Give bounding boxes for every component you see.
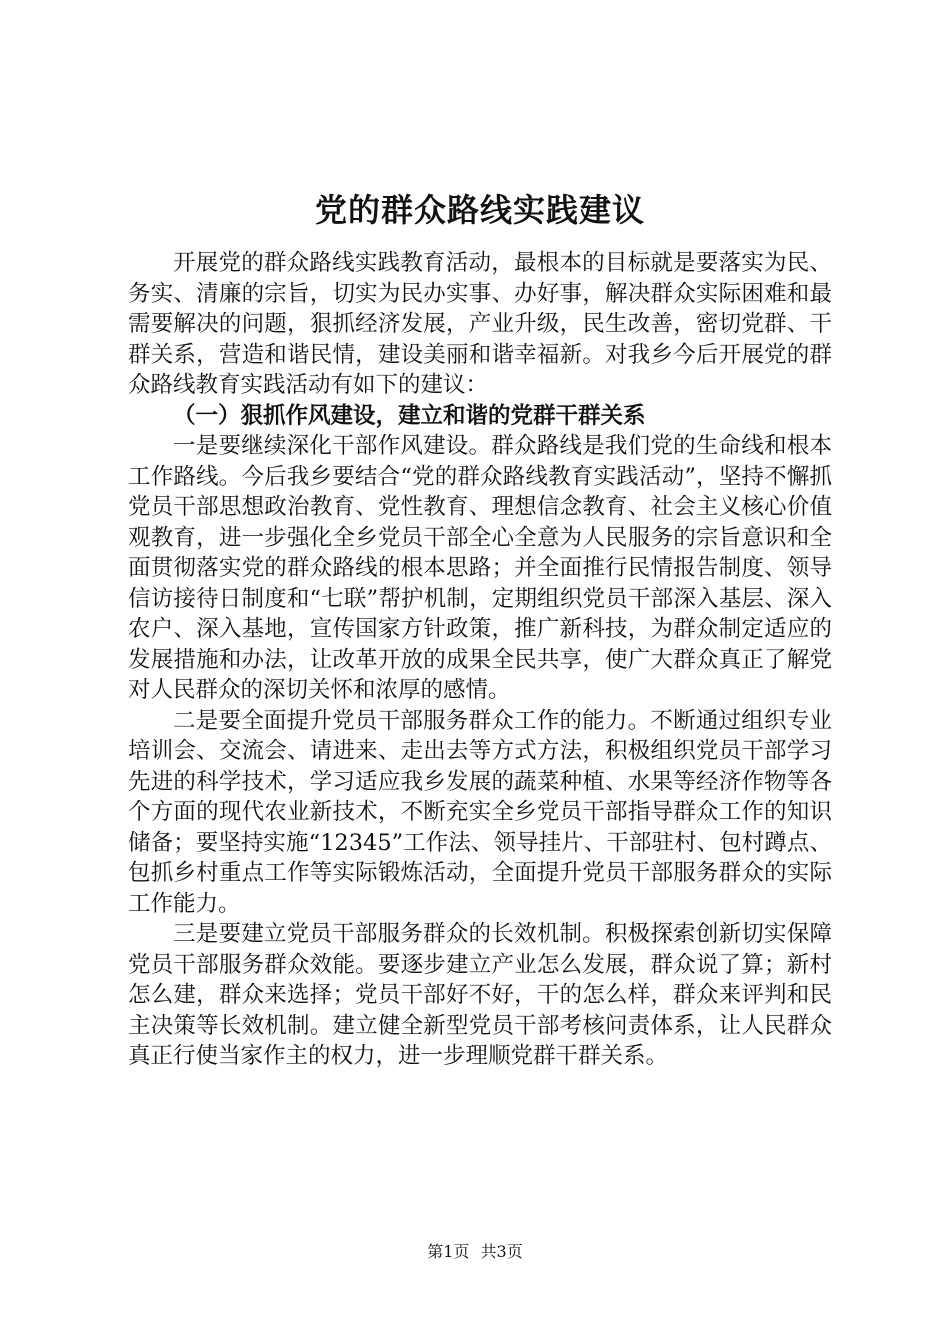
page-footer — [0, 1240, 950, 1264]
page-number-current: 第1页 — [427, 1242, 470, 1261]
paragraph-1: 一是要继续深化干部作风建设。群众路线是我们党的生命线和根本工作路线。今后我乡要结合“党的群众路线教育实践活动”，坚持不懈抓党员干部思想政治教育、党性教育、理想信念教育、社会主义核心价值观教育，进一步强化全乡党员干部全心全意为人民服务的宗旨意识和全面贯彻落实党的群众路线的根本思路；并全面推行民情报告制度、领导信访接待日制度和“七联”帮护机制，定期组织党员干部深入基层、深入农户、深入基地，宣传国家方针政策，推广新科技，为群众制定适应的发展措施和办法，让改革开放的成果全民共享，使广大群众真正了解党对人民群众的深切关怀和浓厚的感情。 — [128, 433, 832, 703]
document-page — [128, 180, 832, 1072]
section-heading-1: （一）狠抓作风建设，建立和谐的党群干群关系 — [173, 402, 646, 429]
document-title: 党的群众路线实践建议 — [314, 191, 645, 229]
paragraph-2: 二是要全面提升党员干部服务群众工作的能力。不断通过组织专业培训会、交流会、请进来、走出去等方式方法，积极组织党员干部学习先进的科学技术，学习适应我乡发展的蔬菜种植、水果等经济作物等各个方面的现代农业新技术，不断充实全乡党员干部指导群众工作的知识储备；要坚持实施“12345”工作法、领导挂片、干部驻村、包村蹲点、包抓乡村重点工作等实际锻炼活动，全面提升党员干部服务群众的实际工作能力。 — [128, 707, 832, 917]
intro-paragraph: 开展党的群众路线实践教育活动，最根本的目标就是要落实为民、务实、清廉的宗旨，切实为民办实事、办好事，解决群众实际困难和最需要解决的问题，狠抓经济发展，产业升级，民生改善，密切党群、干群关系，营造和谐民情，建设美丽和谐幸福新。对我乡今后开展党的群众路线教育实践活动有如下的建议： — [128, 250, 832, 398]
paragraph-3: 三是要建立党员干部服务群众的长效机制。积极探索创新切实保障党员干部服务群众效能。要逐步建立产业怎么发展，群众说了算；新村怎么建，群众来选择；党员干部好不好，干的怎么样，群众来评判和民主决策等长效机制。建立健全新型党员干部考核问责体系，让人民群众真正行使当家作主的权力，进一步理顺党群干群关系。 — [128, 921, 832, 1069]
page-number-total: 共3页 — [480, 1242, 523, 1261]
